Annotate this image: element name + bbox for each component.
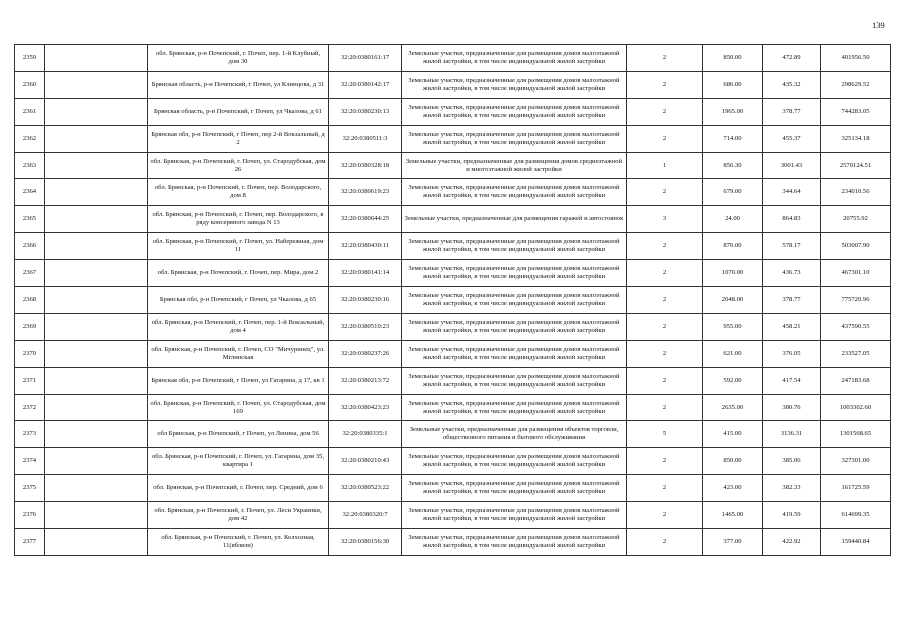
group-cell: 2	[627, 233, 703, 260]
spacer-cell	[45, 179, 148, 206]
row-number-cell: 2375	[15, 475, 45, 502]
land-use-cell: Земельные участки, предназначенные для размещения домов малоэтажной жилой застройки, в том числе индивидуальной жилой застройки	[402, 394, 627, 421]
area-cell: 714.00	[703, 125, 763, 152]
specific-value-cell: 417.54	[763, 367, 821, 394]
row-number-cell: 2373	[15, 421, 45, 448]
row-number-cell: 2374	[15, 448, 45, 475]
cadastral-number-cell: 32:20:0380213:72	[329, 367, 402, 394]
table-row	[15, 394, 891, 421]
land-use-cell: Земельные участки, предназначенные для размещения домов малоэтажной жилой застройки, в том числе индивидуальной жилой застройки	[402, 502, 627, 529]
spacer-cell	[45, 233, 148, 260]
area-cell: 686.00	[703, 71, 763, 98]
specific-value-cell: 378.77	[763, 287, 821, 314]
cadastral-number-cell: 32:20:0380423:23	[329, 394, 402, 421]
cadastral-number-cell: 32:20:0380230:13	[329, 98, 402, 125]
row-number-cell: 2360	[15, 71, 45, 98]
table-row	[15, 45, 891, 72]
row-number-cell: 2371	[15, 367, 45, 394]
land-use-cell: Земельные участки, предназначенные для размещения домов малоэтажной жилой застройки, в том числе индивидуальной жилой застройки	[402, 71, 627, 98]
land-use-cell: Земельные участки, предназначенные для размещения домов малоэтажной жилой застройки, в том числе индивидуальной жилой застройки	[402, 529, 627, 556]
land-use-cell: Земельные участки, предназначенные для размещения домов малоэтажной жилой застройки, в том числе индивидуальной жилой застройки	[402, 367, 627, 394]
table-row	[15, 448, 891, 475]
spacer-cell	[45, 475, 148, 502]
table-body	[15, 45, 891, 556]
table-row	[15, 98, 891, 125]
specific-value-cell: 578.17	[763, 233, 821, 260]
land-use-cell: Земельные участки, предназначенные для размещения домов малоэтажной жилой застройки, в том числе индивидуальной жилой застройки	[402, 179, 627, 206]
address-cell: обл. Брянская, р-н Почепский, г. Почеп, пер. Володарского, дом 8	[148, 179, 329, 206]
cadastral-value-cell: 467301.10	[821, 260, 891, 287]
area-cell: 24.00	[703, 206, 763, 233]
cadastral-value-cell: 159440.84	[821, 529, 891, 556]
land-use-cell: Земельные участки, предназначенные для размещения домов малоэтажной жилой застройки, в том числе индивидуальной жилой застройки	[402, 475, 627, 502]
cadastral-value-cell: 744283.05	[821, 98, 891, 125]
address-cell: обл. Брянская, р-н Почепский, г. Почеп, ул. Гагарина, дом 35, квартира 1	[148, 448, 329, 475]
row-number-cell: 2370	[15, 340, 45, 367]
spacer-cell	[45, 152, 148, 179]
group-cell: 5	[627, 421, 703, 448]
row-number-cell: 2364	[15, 179, 45, 206]
spacer-cell	[45, 367, 148, 394]
cadastral-value-cell: 20755.92	[821, 206, 891, 233]
specific-value-cell: 419.59	[763, 502, 821, 529]
table-row	[15, 475, 891, 502]
area-cell: 850.00	[703, 45, 763, 72]
spacer-cell	[45, 71, 148, 98]
row-number-cell: 2366	[15, 233, 45, 260]
row-number-cell: 2369	[15, 313, 45, 340]
spacer-cell	[45, 260, 148, 287]
row-number-cell: 2362	[15, 125, 45, 152]
specific-value-cell: 436.73	[763, 260, 821, 287]
land-use-cell: Земельные участки, предназначенные для размещения домов малоэтажной жилой застройки, в том числе индивидуальной жилой застройки	[402, 287, 627, 314]
cadastral-value-cell: 1301568.65	[821, 421, 891, 448]
row-number-cell: 2359	[15, 45, 45, 72]
specific-value-cell: 344.64	[763, 179, 821, 206]
cadastral-value-cell: 325134.18	[821, 125, 891, 152]
cadastral-value-cell: 775720.96	[821, 287, 891, 314]
cadastral-number-cell: 32:20:0380141:14	[329, 260, 402, 287]
table-row	[15, 125, 891, 152]
cadastral-number-cell: 32:20:0380510:23	[329, 313, 402, 340]
address-cell: обл. Брянская, р-н Почепский, г. Почеп, пер. Средний, дом 6	[148, 475, 329, 502]
spacer-cell	[45, 45, 148, 72]
land-use-cell: Земельные участки, предназначенные для размещения объектов торговли, общественного питания и бытового обслуживания	[402, 421, 627, 448]
spacer-cell	[45, 448, 148, 475]
address-cell: обл. Брянская, р-н Почепский, г. Почеп, ул. Набережная, дом 11	[148, 233, 329, 260]
group-cell: 2	[627, 367, 703, 394]
table-row	[15, 152, 891, 179]
cadastral-value-table	[14, 44, 891, 556]
area-cell: 621.00	[703, 340, 763, 367]
cadastral-value-cell: 233527.05	[821, 340, 891, 367]
group-cell: 2	[627, 287, 703, 314]
land-use-cell: Земельные участки, предназначенные для размещения гаражей и автостоянок	[402, 206, 627, 233]
table-row	[15, 313, 891, 340]
address-cell: обл. Брянская, р-н Почепский, г. Почеп, ул. Стародубская, дом 26	[148, 152, 329, 179]
specific-value-cell: 458.21	[763, 313, 821, 340]
table-row	[15, 502, 891, 529]
cadastral-value-cell: 247183.68	[821, 367, 891, 394]
cadastral-value-cell: 614699.35	[821, 502, 891, 529]
area-cell: 1070.00	[703, 260, 763, 287]
area-cell: 592.00	[703, 367, 763, 394]
spacer-cell	[45, 394, 148, 421]
address-cell: Брянская обл, р-н Почепский, г Почеп, пер 2-й Вокзальный, д 2	[148, 125, 329, 152]
group-cell: 2	[627, 448, 703, 475]
cadastral-number-cell: 32:20:0380328:18	[329, 152, 402, 179]
land-use-cell: Земельные участки, предназначенные для размещения домов малоэтажной жилой застройки, в том числе индивидуальной жилой застройки	[402, 313, 627, 340]
address-cell: обл. Брянская, р-н Почепский, г. Почеп, пер. Мира, дом 2	[148, 260, 329, 287]
cadastral-value-cell: 1003302.60	[821, 394, 891, 421]
group-cell: 1	[627, 152, 703, 179]
spacer-cell	[45, 98, 148, 125]
cadastral-number-cell: 32:20:0380142:17	[329, 71, 402, 98]
specific-value-cell: 385.06	[763, 448, 821, 475]
table-row	[15, 367, 891, 394]
row-number-cell: 2361	[15, 98, 45, 125]
address-cell: обл Брянская, р-н Почепский, г Почеп, ул Ленина, дом 56	[148, 421, 329, 448]
group-cell: 2	[627, 179, 703, 206]
cadastral-value-cell: 401956.50	[821, 45, 891, 72]
group-cell: 2	[627, 475, 703, 502]
cadastral-value-cell: 161725.59	[821, 475, 891, 502]
cadastral-number-cell: 32:20:0380230:16	[329, 287, 402, 314]
area-cell: 415.00	[703, 421, 763, 448]
table-row	[15, 206, 891, 233]
group-cell: 2	[627, 529, 703, 556]
specific-value-cell: 376.05	[763, 340, 821, 367]
cadastral-value-cell: 234010.56	[821, 179, 891, 206]
cadastral-value-cell: 437590.55	[821, 313, 891, 340]
specific-value-cell: 422.92	[763, 529, 821, 556]
area-cell: 850.00	[703, 448, 763, 475]
spacer-cell	[45, 206, 148, 233]
group-cell: 2	[627, 340, 703, 367]
table-row	[15, 287, 891, 314]
land-use-cell: Земельные участки, предназначенные для размещения домов среднеэтажной и многоэтажной жилой застройки	[402, 152, 627, 179]
group-cell: 2	[627, 45, 703, 72]
specific-value-cell: 382.33	[763, 475, 821, 502]
area-cell: 2635.00	[703, 394, 763, 421]
page-number: 139	[872, 20, 885, 30]
area-cell: 377.00	[703, 529, 763, 556]
group-cell: 3	[627, 206, 703, 233]
land-use-cell: Земельные участки, предназначенные для размещения домов малоэтажной жилой застройки, в том числе индивидуальной жилой застройки	[402, 45, 627, 72]
specific-value-cell: 380.76	[763, 394, 821, 421]
address-cell: обл. Брянская, р-н Почепский, г. Почеп, пер. Володарского, в ряду консервного завода N 13	[148, 206, 329, 233]
cadastral-number-cell: 32:20:0380511:3	[329, 125, 402, 152]
area-cell: 1465.00	[703, 502, 763, 529]
specific-value-cell: 864.83	[763, 206, 821, 233]
table-row	[15, 71, 891, 98]
cadastral-number-cell: 32:20:0380156:30	[329, 529, 402, 556]
address-cell: обл. Брянская, р-н Почепский, г. Почеп, ул. Стародубская, дом 169	[148, 394, 329, 421]
cadastral-number-cell: 32:20:0380161:17	[329, 45, 402, 72]
group-cell: 2	[627, 98, 703, 125]
cadastral-value-cell: 2570124.51	[821, 152, 891, 179]
address-cell: обл. Брянская, р-н Почепский, г. Почеп, СО "Мичуринец", ул. Мглинская	[148, 340, 329, 367]
spacer-cell	[45, 125, 148, 152]
table-row	[15, 529, 891, 556]
land-use-cell: Земельные участки, предназначенные для размещения домов малоэтажной жилой застройки, в том числе индивидуальной жилой застройки	[402, 340, 627, 367]
cadastral-number-cell: 32:20:0380430:11	[329, 233, 402, 260]
table-row	[15, 340, 891, 367]
cadastral-value-cell: 327301.00	[821, 448, 891, 475]
cadastral-value-cell: 298629.52	[821, 71, 891, 98]
land-use-cell: Земельные участки, предназначенные для размещения домов малоэтажной жилой застройки, в том числе индивидуальной жилой застройки	[402, 98, 627, 125]
cadastral-number-cell: 32:20:0380644:25	[329, 206, 402, 233]
area-cell: 870.00	[703, 233, 763, 260]
land-use-cell: Земельные участки, предназначенные для размещения домов малоэтажной жилой застройки, в том числе индивидуальной жилой застройки	[402, 125, 627, 152]
address-cell: Брянская обл, р-н Почепский, г Почеп, ул Гагарина, д 17, кв 1	[148, 367, 329, 394]
table-row	[15, 260, 891, 287]
address-cell: обл. Брянская, р-н Почепский, г. Почеп, ул. Леси Украинки, дом 42	[148, 502, 329, 529]
area-cell: 423.00	[703, 475, 763, 502]
table-row	[15, 421, 891, 448]
cadastral-number-cell: 32:20:0380335:1	[329, 421, 402, 448]
group-cell: 2	[627, 71, 703, 98]
row-number-cell: 2363	[15, 152, 45, 179]
row-number-cell: 2376	[15, 502, 45, 529]
group-cell: 2	[627, 125, 703, 152]
address-cell: обл. Брянская, р-н Почепский, г. Почеп, пер. 1-й Вокзальный, дом 4	[148, 313, 329, 340]
spacer-cell	[45, 340, 148, 367]
group-cell: 2	[627, 260, 703, 287]
address-cell: Брянская обл, р-н Почепский, г Почеп, ул Чкалова, д 65	[148, 287, 329, 314]
specific-value-cell: 3136.31	[763, 421, 821, 448]
area-cell: 955.00	[703, 313, 763, 340]
area-cell: 856.30	[703, 152, 763, 179]
cadastral-number-cell: 32:20:0380237:26	[329, 340, 402, 367]
land-use-cell: Земельные участки, предназначенные для размещения домов малоэтажной жилой застройки, в том числе индивидуальной жилой застройки	[402, 448, 627, 475]
group-cell: 2	[627, 313, 703, 340]
specific-value-cell: 455.37	[763, 125, 821, 152]
spacer-cell	[45, 421, 148, 448]
group-cell: 2	[627, 394, 703, 421]
specific-value-cell: 435.32	[763, 71, 821, 98]
specific-value-cell: 3001.43	[763, 152, 821, 179]
specific-value-cell: 472.89	[763, 45, 821, 72]
cadastral-number-cell: 32:20:0380619:23	[329, 179, 402, 206]
specific-value-cell: 378.77	[763, 98, 821, 125]
area-cell: 1965.00	[703, 98, 763, 125]
row-number-cell: 2365	[15, 206, 45, 233]
cadastral-number-cell: 32:20:0380210:43	[329, 448, 402, 475]
spacer-cell	[45, 313, 148, 340]
spacer-cell	[45, 502, 148, 529]
table-row	[15, 179, 891, 206]
area-cell: 2048.00	[703, 287, 763, 314]
spacer-cell	[45, 529, 148, 556]
land-use-cell: Земельные участки, предназначенные для размещения домов малоэтажной жилой застройки, в том числе индивидуальной жилой застройки	[402, 260, 627, 287]
row-number-cell: 2377	[15, 529, 45, 556]
address-cell: обл. Брянская, р-н Почепский, г. Почеп, пер. 1-й Клубный, дом 30	[148, 45, 329, 72]
group-cell: 2	[627, 502, 703, 529]
spacer-cell	[45, 287, 148, 314]
address-cell: Брянская область, р-н Почепский, г Почеп, ул Клинцова, д 31	[148, 71, 329, 98]
cadastral-value-cell: 503007.90	[821, 233, 891, 260]
cadastral-number-cell: 32:20:0380320:7	[329, 502, 402, 529]
land-use-cell: Земельные участки, предназначенные для размещения домов малоэтажной жилой застройки, в том числе индивидуальной жилой застройки	[402, 233, 627, 260]
row-number-cell: 2367	[15, 260, 45, 287]
cadastral-number-cell: 32:20:0380523:22	[329, 475, 402, 502]
area-cell: 679.00	[703, 179, 763, 206]
row-number-cell: 2372	[15, 394, 45, 421]
row-number-cell: 2368	[15, 287, 45, 314]
address-cell: обл. Брянская, р-н Почепский, г. Почеп, ул. Колхозная, 11(вблизи)	[148, 529, 329, 556]
address-cell: Брянская область, р-н Почепский, г Почеп, ул Чкалова, д 61	[148, 98, 329, 125]
table-row	[15, 233, 891, 260]
